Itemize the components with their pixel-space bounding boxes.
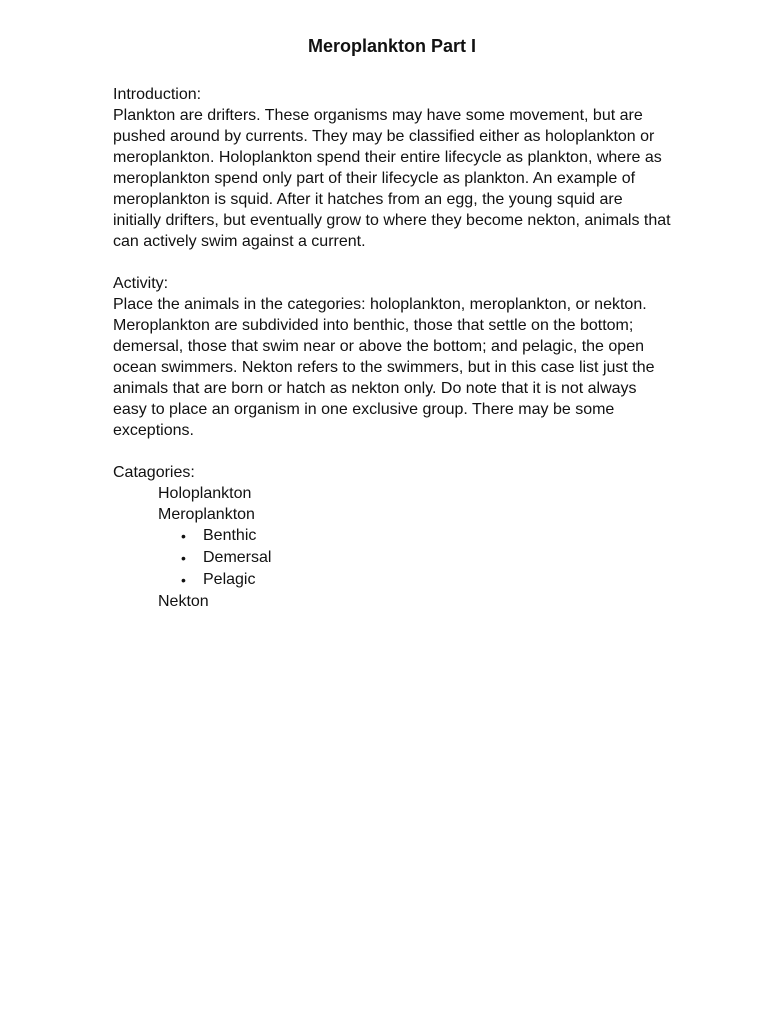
category-meroplankton: Meroplankton (158, 506, 255, 523)
subcategory-item (113, 569, 673, 591)
categories-list (113, 483, 673, 612)
categories-heading: Catagories: (113, 464, 195, 481)
subcategory-label: Pelagic (203, 571, 256, 588)
introduction-section (113, 84, 673, 252)
subcategory-list (113, 525, 673, 591)
activity-heading: Activity: (113, 275, 169, 292)
meroplankton-subcategories (113, 525, 673, 591)
category-nekton: Nekton (158, 593, 209, 610)
document-title: Meroplankton Part I (307, 36, 477, 56)
bullet-icon: • (181, 572, 186, 588)
bullet-icon: • (181, 550, 186, 566)
document-page (113, 34, 673, 633)
introduction-body: Plankton are drifters. These organisms may have some movement, but are pushed around by currents. They may be classified either as holoplankton or meroplankton. Holoplankton spend their entire lifecycle as plankton, where as meroplankton spend only part of their lifecycle as plankton. An example of meroplankton is squid. After it hatches from an egg, the young squid are initially drifters, but eventually grow to where they become nekton, animals that can actively swim against a current. (113, 107, 671, 250)
subcategory-label: Benthic (203, 527, 257, 544)
activity-body: Place the animals in the categories: holoplankton, meroplankton, or nekton. Meroplankton are subdivided into benthic, those that settle on the bottom; demersal, those that swim near or above the bottom; and pelagic, the open ocean swimmers. Nekton refers to the swimmers, but in this case list just the animals that are born or hatch as nekton only. Do note that it is not always easy to place an organism in one exclusive group. There may be some exceptions. (113, 296, 655, 439)
activity-section (113, 273, 673, 441)
subcategory-item (113, 525, 673, 547)
bullet-icon: • (181, 528, 186, 544)
category-holoplankton: Holoplankton (158, 485, 252, 502)
subcategory-label: Demersal (203, 549, 272, 566)
categories-section (113, 462, 673, 612)
subcategory-item (113, 547, 673, 569)
introduction-heading: Introduction: (113, 86, 202, 103)
